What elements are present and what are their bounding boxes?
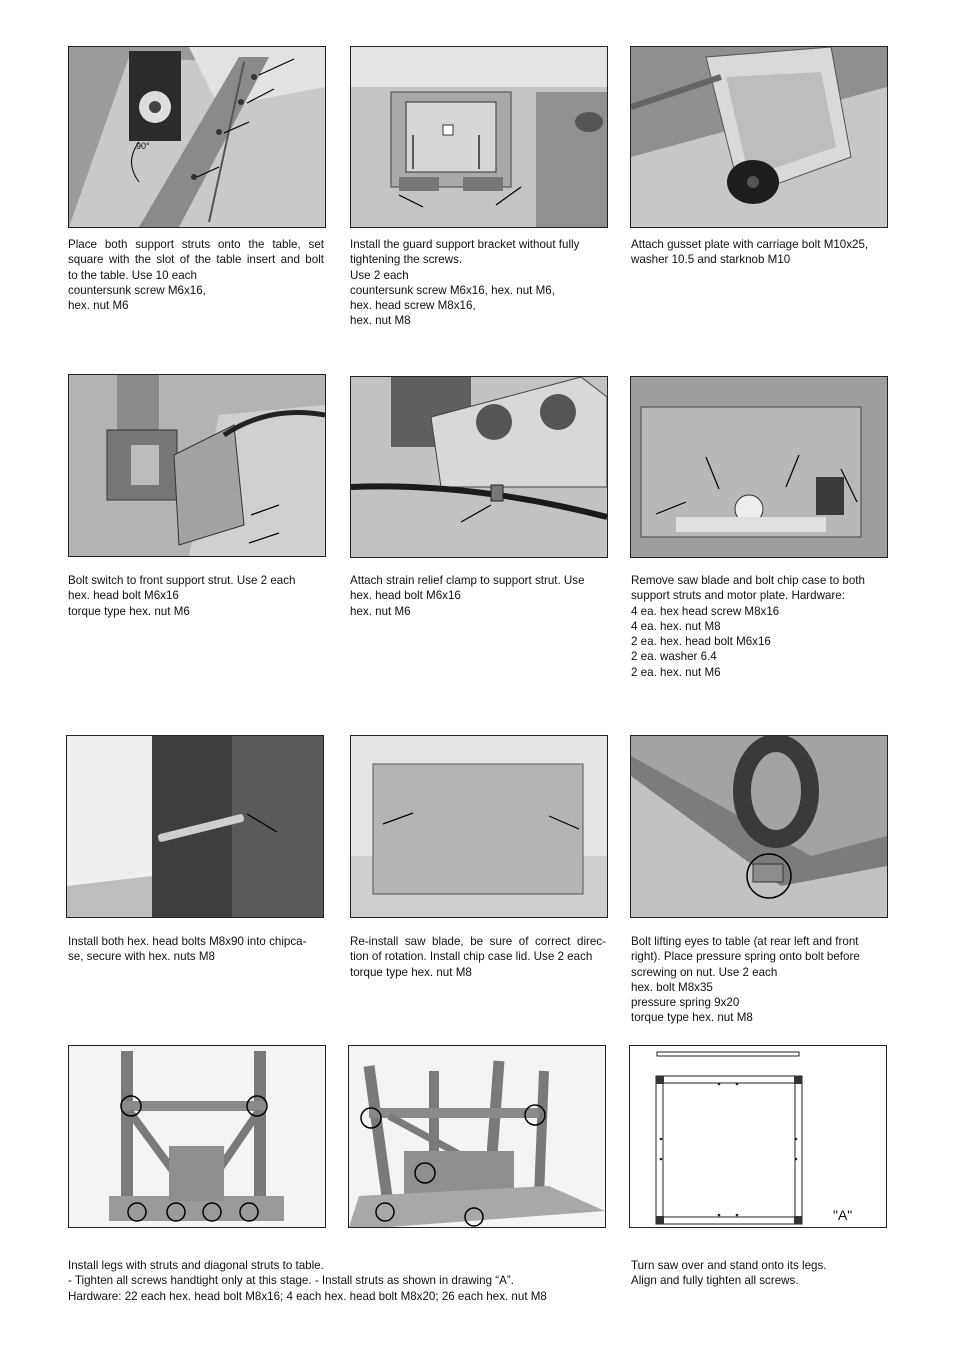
step9-photo	[630, 735, 888, 918]
angle-label: 90°	[136, 141, 150, 151]
caption-line: Turn saw over and stand onto its legs.	[631, 1259, 827, 1272]
caption-line: 4 ea. hex. nut M8	[631, 619, 721, 633]
caption-line: Place both support struts onto the table, set	[68, 238, 324, 251]
step3-caption	[631, 237, 887, 268]
caption-line: Bolt switch to front support strut. Use 2 each	[68, 574, 296, 587]
caption-line: hex. head bolt M6x16	[350, 589, 461, 603]
step2-caption	[350, 237, 606, 329]
caption-line: tion of rotation. Install chip case lid. Use 2 each	[350, 950, 593, 964]
caption-line: screwing on nut. Use 2 each	[631, 965, 778, 979]
caption-line: Remove saw blade and bolt chip case to both	[631, 574, 865, 587]
caption-line: 2 ea. hex. nut M6	[631, 665, 721, 679]
step7-photo	[66, 735, 324, 918]
caption-line: Attach gusset plate with carriage bolt M10x25,	[631, 238, 869, 251]
caption-line: hex. nut M8	[350, 314, 411, 328]
step2-photo	[350, 46, 608, 228]
caption-line: square with the slot of the table insert and bolt	[68, 253, 324, 267]
step8-caption	[350, 934, 606, 980]
step1-caption	[68, 237, 324, 313]
caption-line: se, secure with hex. nuts M8	[68, 950, 215, 964]
caption-line: Install legs with struts and diagonal struts to table.	[68, 1259, 324, 1272]
caption-line: Bolt lifting eyes to table (at rear left and front	[631, 935, 859, 948]
step9-caption	[631, 934, 887, 1026]
caption-line: hex. head screw M8x16,	[350, 299, 476, 313]
caption-line: Attach strain relief clamp to support strut. Use	[350, 574, 585, 587]
drawing-a	[629, 1045, 887, 1228]
step8-photo	[350, 735, 608, 918]
caption-line: hex. nut M6	[68, 299, 129, 313]
caption-line: countersunk screw M6x16,	[68, 283, 206, 297]
caption-line: 2 ea. hex. head bolt M6x16	[631, 635, 771, 649]
caption-line: hex. head bolt M6x16	[68, 589, 179, 603]
step11-caption	[631, 1258, 887, 1289]
caption-line: hex. nut M6	[350, 604, 411, 618]
caption-line: right). Place pressure spring onto bolt before	[631, 950, 860, 964]
caption-line: Use 2 each	[350, 268, 409, 282]
caption-line: pressure spring 9x20	[631, 996, 740, 1010]
caption-line: Install both hex. head bolts M8x90 into chipca-	[68, 935, 307, 948]
step6-photo	[630, 376, 888, 558]
step5-photo	[350, 376, 608, 558]
step10-caption	[68, 1258, 628, 1304]
caption-line: 2 ea. washer 6.4	[631, 650, 717, 664]
step10-photo-angle	[348, 1045, 606, 1228]
drawing-label: "A"	[833, 1207, 853, 1223]
step1-photo	[68, 46, 326, 228]
step4-photo	[68, 374, 326, 557]
caption-line: hex. bolt M8x35	[631, 980, 713, 994]
caption-line: 4 ea. hex head screw M8x16	[631, 604, 780, 618]
caption-line: to the table. Use 10 each	[68, 268, 197, 282]
caption-line: torque type hex. nut M6	[68, 604, 190, 618]
caption-line: countersunk screw M6x16, hex. nut M6,	[350, 283, 555, 297]
caption-line: tightening the screws.	[350, 253, 463, 267]
step5-caption	[350, 573, 606, 619]
step4-caption	[68, 573, 324, 619]
caption-line: torque type hex. nut M8	[350, 965, 472, 979]
caption-line: Install the guard support bracket without fully	[350, 238, 580, 251]
caption-line: support struts and motor plate. Hardware:	[631, 589, 845, 603]
caption-line: Re-install saw blade, be sure of correct direc-	[350, 935, 606, 948]
caption-line: Align and fully tighten all screws.	[631, 1274, 799, 1288]
caption-line: washer 10.5 and starknob M10	[631, 253, 791, 267]
caption-line: torque type hex. nut M8	[631, 1011, 753, 1025]
step10-photo-front	[68, 1045, 326, 1228]
step6-caption	[631, 573, 887, 680]
caption-line: Hardware: 22 each hex. head bolt M8x16; 4 each hex. head bolt M8x20; 26 each hex. nut M8	[68, 1289, 547, 1303]
caption-line: - Tighten all screws handtight only at this stage. - Install struts as shown in drawing “A”.	[68, 1274, 514, 1288]
step7-caption	[68, 934, 324, 965]
step3-photo	[630, 46, 888, 228]
